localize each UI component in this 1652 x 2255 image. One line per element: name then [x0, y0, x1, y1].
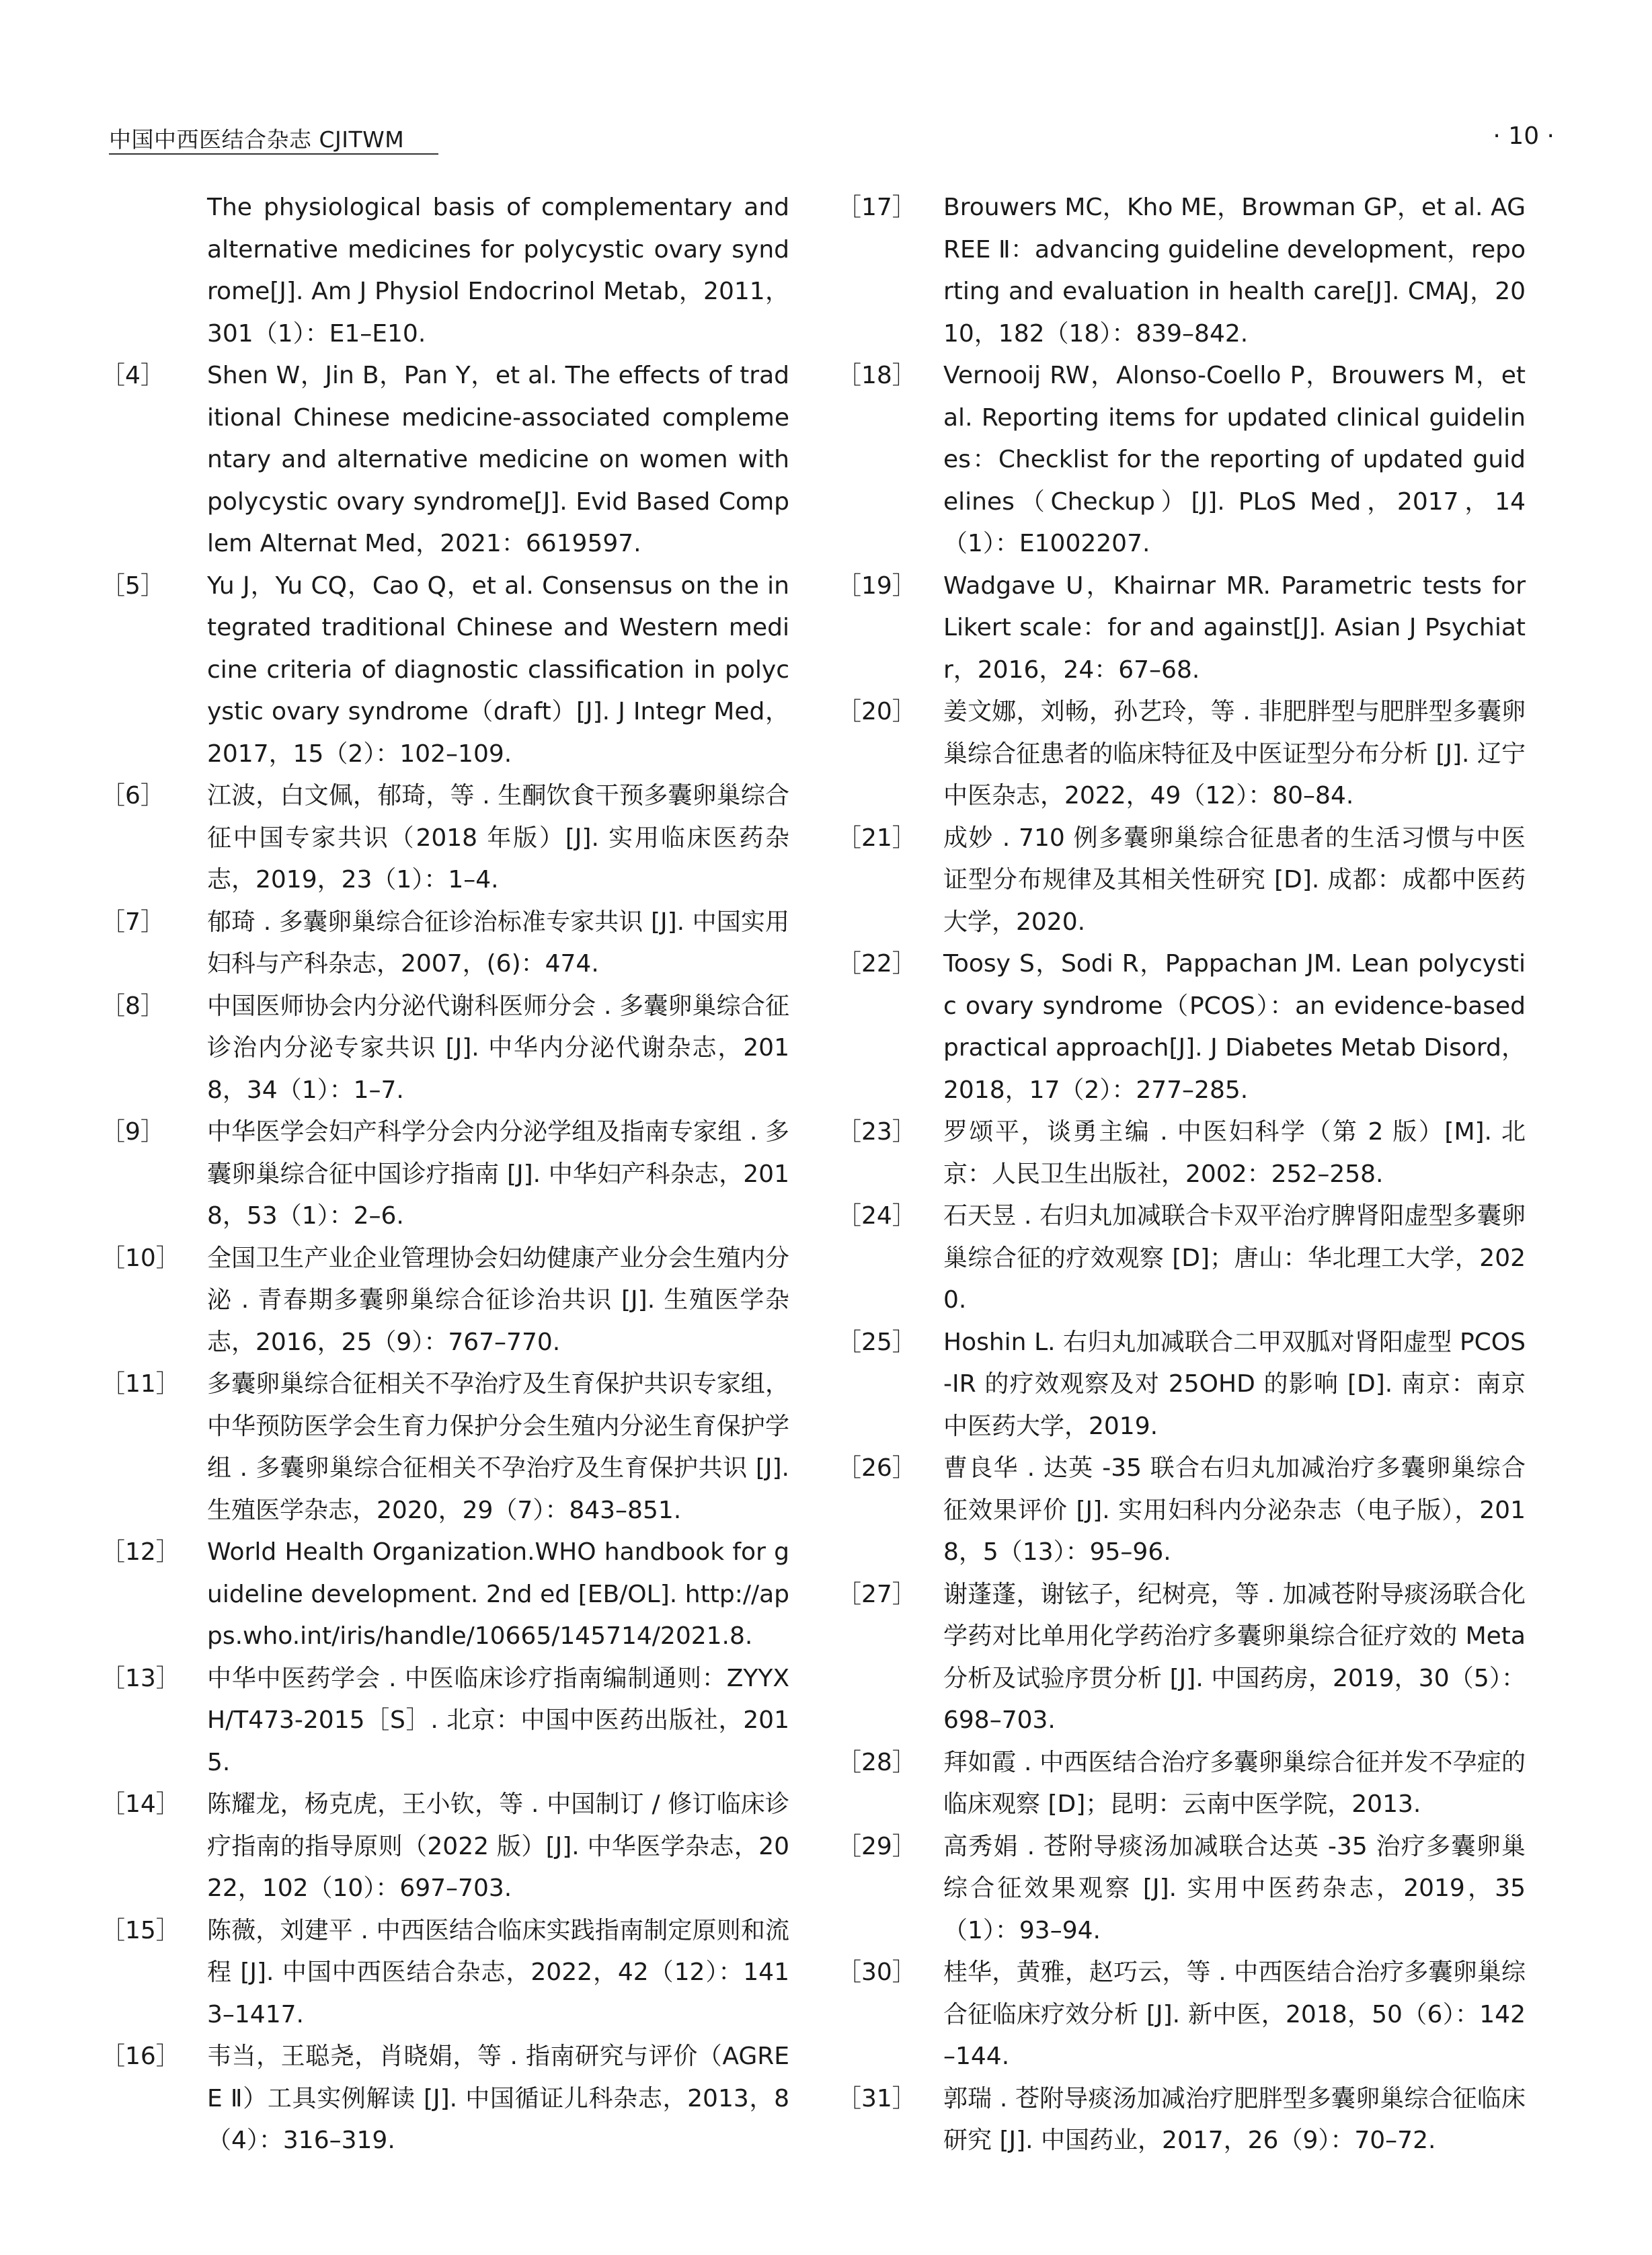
reference-number: ［4］: [101, 362, 165, 389]
left-column: [101, 187, 789, 2162]
reference-number: ［27］: [837, 1580, 916, 1608]
reference-number: ［20］: [837, 698, 916, 725]
reference-text: Brouwers MC，Kho ME，Browman GP，et al. AGREE Ⅱ：advancing guideline development，reporting and evaluation in health care[J]. CMAJ，2010，182（18）：839–842.: [943, 194, 1526, 348]
reference-text: 全国卫生产业企业管理协会妇幼健康产业分会生殖内分泌 . 青春期多囊卵巢综合征诊治共识 [J]. 生殖医学杂志，2016，25（9）：767–770.: [207, 1244, 789, 1356]
reference-text: 郭瑞 . 苍附导痰汤加减治疗肥胖型多囊卵巢综合征临床研究 [J]. 中国药业，2017，26（9）：70–72.: [943, 2084, 1526, 2154]
right-column: [837, 187, 1526, 2162]
reference-number: ［5］: [101, 571, 165, 600]
reference-text: Wadgave U，Khairnar MR. Parametric tests for Likert scale：for and against[J]. Asian J Psychiatr，2016，24：67–68.: [943, 571, 1526, 684]
reference-text: Vernooij RW，Alonso-Coello P，Brouwers M，et al. Reporting items for updated clinical guidelines：Checklist for the reporting of updated guidelines（Checkup）[J]. PLoS Med，2017，14（1）：E1002207.: [943, 362, 1526, 557]
reference-number: ［12］: [101, 1538, 180, 1566]
reference-entry: [837, 1322, 1526, 1448]
reference-entry: [101, 565, 789, 776]
reference-entry: [101, 986, 789, 1112]
reference-number: ［14］: [101, 1790, 180, 1818]
reference-text: Shen W，Jin B，Pan Y，et al. The effects of traditional Chinese medicine-associated complementary and alternative medicine on women with polycystic ovary syndrome[J]. Evid Based Complem Alternat Med，2021：6619597.: [207, 362, 789, 557]
reference-entry: [837, 691, 1526, 818]
reference-number: ［11］: [101, 1370, 180, 1398]
reference-text: The physiological basis of complementary and alternative medicines for polycystic ovary syndrome[J]. Am J Physiol Endocrinol Metab，2011，301（1）：E1–E10.: [207, 194, 789, 348]
reference-entry: [837, 818, 1526, 944]
reference-entry: [837, 943, 1526, 1111]
reference-entry: [101, 1658, 789, 1784]
reference-entry: [101, 2036, 789, 2162]
reference-text: 谢蓬蓬，谢铉子，纪树亮，等 . 加减苍附导痰汤联合化学药对比单用化学药治疗多囊卵巢综合征疗效的 Meta 分析及试验序贯分析 [J]. 中国药房，2019，30（5）：698–703.: [943, 1580, 1526, 1734]
reference-entry: [837, 1195, 1526, 1322]
reference-entry: [837, 1826, 1526, 1952]
reference-number: ［18］: [837, 362, 916, 389]
reference-text: 江波，白文佩，郁琦，等 . 生酮饮食干预多囊卵巢综合征中国专家共识（2018 年版）[J]. 实用临床医药杂志，2019，23（1）：1–4.: [207, 782, 789, 894]
reference-text: 韦当，王聪尧，肖晓娟，等 . 指南研究与评价（AGREE Ⅱ）工具实例解读 [J]. 中国循证儿科杂志，2013，8（4）：316–319.: [207, 2043, 789, 2154]
reference-number: ［24］: [837, 1202, 916, 1230]
reference-text: Yu J，Yu CQ，Cao Q，et al. Consensus on the integrated traditional Chinese and Western medicine criteria of diagnostic classification in polycystic ovary syndrome（draft）[J]. J Integr Med，2017，15（2）：102–109.: [207, 571, 789, 768]
reference-entry: [101, 355, 789, 565]
reference-entry: [837, 1952, 1526, 2078]
reference-entry: [101, 775, 789, 902]
reference-number: ［8］: [101, 992, 165, 1020]
reference-text: Hoshin L. 右归丸加减联合二甲双胍对肾阳虚型 PCOS-IR 的疗效观察及对 25OHD 的影响 [D]. 南京：南京中医药大学，2019.: [943, 1328, 1526, 1440]
reference-number: ［10］: [101, 1244, 180, 1272]
reference-number: ［22］: [837, 950, 916, 978]
reference-text: 陈耀龙，杨克虎，王小钦，等 . 中国制订 / 修订临床诊疗指南的指导原则（2022 版）[J]. 中华医学杂志，2022，102（10）：697–703.: [207, 1790, 789, 1902]
reference-entry: [101, 1238, 789, 1364]
reference-text: 高秀娟 . 苍附导痰汤加减联合达英 -35 治疗多囊卵巢综合征效果观察 [J]. 实用中医药杂志，2019，35（1）：93–94.: [943, 1832, 1526, 1944]
reference-number: ［21］: [837, 824, 916, 852]
reference-entry: [101, 902, 789, 986]
reference-text: 中国医师协会内分泌代谢科医师分会 . 多囊卵巢综合征诊治内分泌专家共识 [J]. 中华内分泌代谢杂志，2018，34（1）：1–7.: [207, 992, 789, 1104]
reference-text: 郁琦 . 多囊卵巢综合征诊治标准专家共识 [J]. 中国实用妇科与产科杂志，2007，(6)：474.: [207, 908, 789, 978]
reference-text: 中华医学会妇产科学分会内分泌学组及指南专家组 . 多囊卵巢综合征中国诊疗指南 [J]. 中华妇产科杂志，2018，53（1）：2–6.: [207, 1118, 789, 1230]
reference-text: 中华中医药学会 . 中医临床诊疗指南编制通则：ZYYXH/T473-2015［S］. 北京：中国中医药出版社，2015.: [207, 1664, 789, 1776]
reference-entry: [837, 565, 1526, 692]
reference-entry: [101, 1363, 789, 1532]
reference-number: ［9］: [101, 1118, 165, 1146]
reference-number: ［31］: [837, 2084, 916, 2112]
reference-entry: [101, 187, 789, 355]
reference-number: ［19］: [837, 571, 916, 600]
reference-text: 成妙 . 710 例多囊卵巢综合征患者的生活习惯与中医证型分布规律及其相关性研究 [D]. 成都：成都中医药大学，2020.: [943, 824, 1526, 936]
reference-text: Toosy S，Sodi R，Pappachan JM. Lean polycystic ovary syndrome（PCOS）：an evidence-based practical approach[J]. J Diabetes Metab Disord，2018，17（2）：277–285.: [943, 950, 1526, 1104]
reference-entry: [837, 1574, 1526, 1742]
reference-entry: [837, 1742, 1526, 1826]
reference-entry: [101, 1532, 789, 1658]
reference-entry: [101, 1910, 789, 2036]
reference-text: 曹良华 . 达英 -35 联合右归丸加减治疗多囊卵巢综合征效果评价 [J]. 实用妇科内分泌杂志（电子版），2018，5（13）：95–96.: [943, 1454, 1526, 1566]
reference-entry: [101, 1111, 789, 1238]
reference-number: ［26］: [837, 1454, 916, 1482]
reference-text: 拜如霞 . 中西医结合治疗多囊卵巢综合征并发不孕症的临床观察 [D]；昆明：云南中医学院，2013.: [943, 1748, 1526, 1818]
reference-text: 桂华，黄雅，赵巧云，等 . 中西医结合治疗多囊卵巢综合征临床疗效分析 [J]. 新中医，2018，50（6）：142–144.: [943, 1959, 1526, 2070]
reference-text: 罗颂平，谈勇主编 . 中医妇科学（第 2 版）[M]. 北京：人民卫生出版社，2002：252–258.: [943, 1118, 1526, 1188]
reference-text: World Health Organization.WHO handbook for guideline development. 2nd ed [EB/OL]. http://apps.who.int/iris/handle/10665/145714/2021.8.: [207, 1538, 789, 1650]
reference-entry: [837, 1111, 1526, 1195]
reference-number: ［23］: [837, 1118, 916, 1146]
reference-number: ［28］: [837, 1748, 916, 1776]
reference-entry: [837, 355, 1526, 565]
journal-title: 中国中西医结合杂志 CJITWM: [109, 126, 405, 153]
page-number: · 10 ·: [1493, 122, 1555, 150]
reference-number: ［7］: [101, 908, 165, 936]
reference-number: ［13］: [101, 1664, 180, 1692]
reference-entry: [837, 187, 1526, 355]
reference-entry: [837, 1448, 1526, 1574]
reference-text: 石天昱 . 右归丸加减联合卡双平治疗脾肾阳虚型多囊卵巢综合征的疗效观察 [D]；唐山：华北理工大学，2020.: [943, 1202, 1526, 1314]
reference-text: 陈薇，刘建平 . 中西医结合临床实践指南制定原则和流程 [J]. 中国中西医结合杂志，2022，42（12）：1413–1417.: [207, 1916, 789, 2028]
page-header: [109, 118, 1555, 159]
reference-text: 多囊卵巢综合征相关不孕治疗及生育保护共识专家组，中华预防医学会生育力保护分会生殖内分泌生育保护学组 . 多囊卵巢综合征相关不孕治疗及生育保护共识 [J]. 生殖医学杂志，2020，29（7）：843–851.: [207, 1370, 789, 1524]
reference-number: ［29］: [837, 1832, 916, 1860]
reference-number: ［30］: [837, 1959, 916, 1986]
reference-entry: [837, 2078, 1526, 2162]
reference-number: ［15］: [101, 1916, 180, 1944]
reference-entry: [101, 1784, 789, 1910]
reference-number: ［17］: [837, 194, 916, 221]
reference-text: 姜文娜，刘畅，孙艺玲，等 . 非肥胖型与肥胖型多囊卵巢综合征患者的临床特征及中医证型分布分析 [J]. 辽宁中医杂志，2022，49（12）：80–84.: [943, 698, 1526, 809]
reference-number: ［6］: [101, 782, 165, 809]
header-rule: [109, 153, 438, 155]
reference-number: ［25］: [837, 1328, 916, 1356]
reference-number: ［16］: [101, 2043, 180, 2070]
